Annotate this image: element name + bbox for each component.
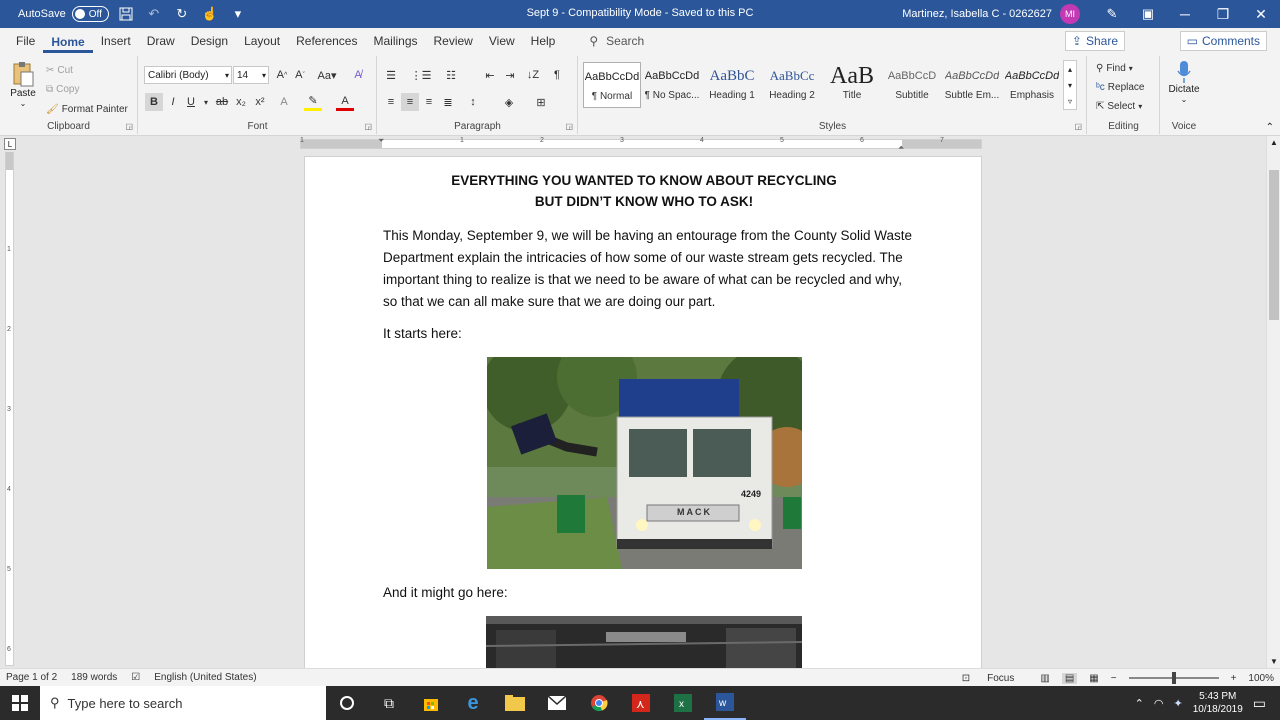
vertical-scrollbar[interactable] <box>1266 136 1280 668</box>
ruler-number: 3 <box>7 406 11 413</box>
decrease-indent-icon[interactable]: ⇤ <box>485 69 495 82</box>
bold-icon[interactable]: B <box>145 93 163 111</box>
grow-font-icon[interactable]: A ^ <box>276 69 288 81</box>
wifi-icon[interactable]: ◠ <box>1153 697 1164 710</box>
document-page[interactable] <box>304 156 982 668</box>
tab-view[interactable]: View <box>488 34 515 48</box>
style-subtitle[interactable] <box>883 62 941 108</box>
format-painter-label: Format Painter <box>61 103 128 115</box>
share-button[interactable] <box>1065 31 1125 51</box>
style-name: ¶ Normal <box>591 91 633 102</box>
style-normal[interactable] <box>583 62 641 108</box>
collapse-ribbon-icon[interactable]: ⌃ <box>1265 122 1274 133</box>
ruler-number: 4 <box>7 486 11 493</box>
copy-label: Copy <box>56 83 80 95</box>
style-title[interactable] <box>823 62 881 108</box>
ruler-number: 7 <box>940 137 944 144</box>
tab-mailings[interactable]: Mailings <box>373 34 418 48</box>
scroll-down-icon[interactable]: ▼ <box>1270 657 1278 666</box>
font-group-label: Font <box>247 121 268 132</box>
voice-group-label: Voice <box>1171 121 1197 132</box>
cut-label: Cut <box>57 64 73 76</box>
minimize-button[interactable]: ─ <box>1180 6 1190 22</box>
ruler-number: 4 <box>700 137 704 144</box>
taskbar-search-placeholder: Type here to search <box>67 695 183 711</box>
dictate-button[interactable] <box>1163 60 1205 104</box>
ruler-number: 5 <box>780 137 784 144</box>
increase-indent-icon[interactable]: ⇥ <box>505 69 515 82</box>
ribbon <box>0 54 1280 136</box>
status-bar <box>0 668 1280 686</box>
store-icon[interactable] <box>410 686 452 720</box>
web-layout-icon[interactable]: ▦ <box>1089 672 1099 684</box>
select-button[interactable] <box>1096 96 1142 116</box>
touch-mode-icon[interactable]: ☝ <box>201 6 218 21</box>
editing-group <box>1088 56 1160 134</box>
dictate-label: Dictate <box>1168 84 1200 95</box>
style-preview: AaBbCcDd <box>584 71 640 83</box>
tab-file[interactable]: File <box>16 34 36 48</box>
zoom-out-icon[interactable]: − <box>1110 672 1117 684</box>
paragraph-group-label: Paragraph <box>454 121 501 132</box>
system-tray <box>1135 686 1280 720</box>
cortana-icon[interactable] <box>326 686 368 720</box>
ruler-number: 2 <box>540 137 544 144</box>
svg-text:⋏: ⋏ <box>636 697 645 711</box>
vertical-ruler[interactable] <box>2 152 16 666</box>
chevron-up-icon[interactable]: ▴ <box>1067 64 1072 74</box>
style-preview: AaBbCcDd <box>644 70 700 82</box>
autosave-label: AutoSave <box>18 8 66 20</box>
windows-start-icon[interactable] <box>0 686 40 720</box>
ruler-number: 6 <box>860 137 864 144</box>
ruler-number: 3 <box>620 137 624 144</box>
tab-help[interactable]: Help <box>530 34 556 48</box>
tab-selector-icon[interactable]: L <box>4 138 16 150</box>
replace-button[interactable] <box>1096 77 1144 97</box>
search-icon: ⚲ <box>1096 62 1104 74</box>
cut-button[interactable] <box>46 60 73 80</box>
styles-group-label: Styles <box>818 121 847 132</box>
redo-icon[interactable]: ↻ <box>176 6 188 21</box>
document-title: Sept 9 - Compatibility Mode - Saved to this PC <box>526 7 754 19</box>
svg-text:w: w <box>719 698 727 709</box>
show-hidden-icons-icon[interactable]: ⌃ <box>1134 697 1144 710</box>
windows-taskbar <box>0 686 1280 720</box>
undo-icon[interactable]: ↶ <box>148 6 160 21</box>
style-name: Heading 1 <box>709 90 755 101</box>
ruler-number: 5 <box>7 566 11 573</box>
search-icon: ⚲ <box>589 34 599 48</box>
style-emphasis[interactable] <box>1003 62 1061 108</box>
chevron-down-icon: ▾ <box>1128 63 1133 73</box>
body-paragraph-1[interactable]: This Monday, September 9, we will be having an entourage from the County Solid Waste Department explain the intricacies of how some of our waste stream gets recycled. The important thing to realize is that we need to be aware of what can be recycled and why, so that we can all make sure that we are doing our part. <box>383 228 913 309</box>
notifications-icon[interactable]: ▭ <box>1252 694 1266 711</box>
clipboard-group-label: Clipboard <box>47 121 90 132</box>
paragraph-launcher-icon[interactable]: ◲ <box>565 122 573 131</box>
paragraph-group <box>378 56 578 134</box>
font-size-combo[interactable] <box>233 66 269 84</box>
scissors-icon: ✂ <box>46 64 55 76</box>
comment-icon: ▭ <box>1186 34 1198 48</box>
line-spacing-icon[interactable]: ↕ <box>470 96 476 108</box>
customize-qat-icon[interactable]: ▾ <box>234 6 242 21</box>
word-icon[interactable] <box>704 686 746 720</box>
clipboard-group <box>0 56 138 134</box>
highlight-icon[interactable]: ✎ <box>304 93 322 111</box>
vruler-top-margin <box>6 152 13 170</box>
share-icon: ⇪ <box>1071 34 1082 48</box>
document-canvas[interactable] <box>16 152 1266 668</box>
autosave-state: Off <box>88 8 102 20</box>
styles-launcher-icon[interactable]: ◲ <box>1074 122 1082 131</box>
dropbox-icon[interactable]: ✦ <box>1173 697 1183 710</box>
multilevel-list-icon[interactable]: ☷ <box>446 69 456 82</box>
justify-icon[interactable]: ≣ <box>443 96 453 109</box>
scroll-up-icon[interactable]: ▲ <box>1270 138 1278 147</box>
file-explorer-icon[interactable] <box>494 686 536 720</box>
language[interactable]: English (United States) <box>154 672 257 683</box>
user-name[interactable]: Martinez, Isabella C - 0262627 <box>902 8 1052 20</box>
zoom-slider-thumb[interactable] <box>1172 672 1176 684</box>
chevron-down-icon: ▾ <box>1138 101 1143 111</box>
word-count[interactable]: 189 words <box>71 672 118 683</box>
style-preview: AaBbCcDd <box>1004 70 1060 82</box>
heading-line-2[interactable]: BUT DIDN’T KNOW WHO TO ASK! <box>534 194 754 209</box>
bullets-icon[interactable]: ☰ <box>386 69 396 82</box>
find-label: Find <box>1106 62 1126 74</box>
strikethrough-icon[interactable]: ab <box>215 96 229 108</box>
ribbon-display-icon[interactable]: ▣ <box>1141 6 1155 21</box>
font-group <box>139 56 377 134</box>
clipboard-launcher-icon[interactable]: ◲ <box>125 122 133 131</box>
style-heading-2[interactable] <box>763 62 821 108</box>
horizontal-ruler[interactable] <box>0 136 1280 152</box>
heading-line-1[interactable]: EVERYTHING YOU WANTED TO KNOW ABOUT RECYCLING <box>451 173 837 188</box>
ruler-number: 1 <box>300 137 304 144</box>
replace-icon: ᵇc <box>1096 81 1105 93</box>
sort-icon[interactable]: ↓Z <box>526 69 540 81</box>
style-preview: AaBbCcD <box>887 70 937 82</box>
taskbar-search-box[interactable] <box>40 686 326 720</box>
focus-mode-button[interactable] <box>962 673 1029 684</box>
clock[interactable] <box>1193 690 1243 716</box>
clock-date: 10/18/2019 <box>1192 704 1243 715</box>
truck-number: 4249 <box>741 489 762 499</box>
chevron-down-icon[interactable]: ▾ <box>1067 80 1072 90</box>
style-subtle-emphasis[interactable] <box>943 62 1001 108</box>
tab-references[interactable]: References <box>296 34 358 48</box>
style-preview: AaBbCc <box>769 68 815 83</box>
share-label: Share <box>1085 34 1118 48</box>
paste-label: Paste <box>10 88 36 99</box>
microphone-icon <box>1176 60 1192 84</box>
ribbon-tabs <box>0 28 1280 54</box>
style-name: Subtle Em... <box>944 90 1000 101</box>
font-color-icon[interactable]: A <box>336 93 354 111</box>
copy-icon: ⧉ <box>46 83 54 95</box>
comments-button[interactable] <box>1180 31 1267 51</box>
select-label: Select <box>1107 100 1136 112</box>
styles-group <box>579 56 1087 134</box>
text-effects-icon[interactable]: A <box>280 96 288 108</box>
underline-dropdown-icon[interactable]: ▾ <box>203 97 208 107</box>
mail-icon[interactable] <box>536 686 578 720</box>
tab-home[interactable]: Home <box>43 29 92 53</box>
more-icon[interactable]: ▿ <box>1067 96 1072 106</box>
style-preview: AaBbCcDd <box>944 70 1000 82</box>
font-size-value: 14 <box>237 69 249 81</box>
style-name: Title <box>842 90 862 101</box>
chevron-down-icon: ▾ <box>224 70 229 80</box>
editing-group-label: Editing <box>1108 121 1139 132</box>
restore-button[interactable]: ❐ <box>1216 5 1230 22</box>
page-count[interactable]: Page 1 of 2 <box>6 672 58 683</box>
paste-dropdown-icon[interactable]: ⌄ <box>19 99 27 108</box>
ruler-bar <box>300 139 982 149</box>
format-painter-button[interactable] <box>46 99 128 119</box>
edge-icon[interactable]: e <box>467 691 479 714</box>
read-mode-icon[interactable]: ▥ <box>1040 672 1050 684</box>
print-layout-icon[interactable]: ▤ <box>1062 673 1077 684</box>
truck-illustration <box>487 357 802 569</box>
styles-gallery-scroll[interactable] <box>1063 60 1077 110</box>
clock-time: 5:43 PM <box>1199 691 1237 702</box>
ruler-number: 1 <box>7 246 11 253</box>
voice-group <box>1161 56 1207 134</box>
svg-text:x: x <box>679 699 684 710</box>
change-case-icon[interactable]: Aa▾ <box>317 69 337 82</box>
indent-marker-icon[interactable]: ⏷ <box>378 136 385 145</box>
align-left-icon[interactable]: ≡ <box>387 96 395 108</box>
superscript-icon[interactable]: x² <box>255 96 265 108</box>
recycling-facility-photo[interactable] <box>486 616 802 668</box>
numbering-icon[interactable]: ⋮☰ <box>410 69 432 82</box>
tab-draw[interactable]: Draw <box>146 34 175 48</box>
scrollbar-thumb[interactable] <box>1269 170 1279 320</box>
tab-review[interactable]: Review <box>433 34 473 48</box>
title-bar <box>0 0 1280 28</box>
style-no-spacing[interactable] <box>643 62 701 108</box>
ruler-number: 6 <box>7 646 11 653</box>
find-button[interactable] <box>1096 58 1133 78</box>
toggle-knob-icon <box>75 9 85 19</box>
comments-label: Comments <box>1201 34 1260 48</box>
cursor-icon: ⇱ <box>1096 100 1105 112</box>
truck-brand: MACK <box>677 507 712 517</box>
style-preview: AaB <box>830 62 874 89</box>
proofing-icon[interactable]: ☑ <box>131 672 141 683</box>
shrink-font-icon[interactable]: A ˇ <box>295 69 305 81</box>
search-label: Search <box>606 34 645 48</box>
zoom-slider[interactable] <box>1129 677 1219 679</box>
acrobat-icon[interactable] <box>620 686 662 720</box>
user-avatar[interactable]: MI <box>1060 4 1080 24</box>
focus-icon: ⊡ <box>961 672 971 684</box>
underline-icon[interactable]: U <box>187 96 195 108</box>
autosave-toggle[interactable] <box>72 6 109 22</box>
search-icon: ⚲ <box>50 695 60 710</box>
body-paragraph-2[interactable]: It starts here: <box>383 326 462 341</box>
brush-icon: 🖌 <box>46 103 59 115</box>
clear-formatting-icon[interactable]: A̸ <box>354 69 362 81</box>
tab-layout[interactable]: Layout <box>244 34 281 48</box>
style-name: Heading 2 <box>769 90 815 101</box>
facility-illustration <box>486 616 802 668</box>
copy-button[interactable] <box>46 79 80 99</box>
task-view-icon[interactable]: ⧉ <box>384 694 394 711</box>
pen-icon[interactable]: ✎ <box>1106 6 1118 21</box>
style-heading-1[interactable] <box>703 62 761 108</box>
shading-icon[interactable]: ◈ <box>504 96 514 109</box>
paste-button[interactable] <box>6 60 40 116</box>
body-paragraph-3[interactable]: And it might go here: <box>383 585 508 600</box>
paste-icon <box>11 60 35 88</box>
tell-me-search[interactable] <box>589 34 644 48</box>
tab-insert[interactable]: Insert <box>100 34 131 48</box>
close-button[interactable]: ✕ <box>1255 5 1267 22</box>
align-center-icon[interactable]: ≡ <box>401 93 419 111</box>
replace-label: Replace <box>1107 81 1145 93</box>
align-right-icon[interactable]: ≡ <box>425 96 433 108</box>
borders-icon[interactable]: ⊞ <box>536 96 546 109</box>
chevron-down-icon: ▾ <box>261 70 266 80</box>
excel-icon[interactable] <box>662 686 704 720</box>
right-indent-marker-icon[interactable]: ⏶ <box>898 143 905 152</box>
style-name: Subtitle <box>895 90 929 101</box>
zoom-level[interactable]: 100% <box>1248 672 1274 684</box>
font-name-combo[interactable] <box>144 66 232 84</box>
garbage-truck-photo[interactable] <box>487 357 802 569</box>
save-icon[interactable] <box>115 3 137 25</box>
style-name: ¶ No Spac... <box>644 90 700 101</box>
chevron-down-icon: ⌄ <box>1180 95 1188 104</box>
ruler-number: 2 <box>7 326 11 333</box>
style-preview: AaBbC <box>709 67 755 84</box>
ruler-left-margin <box>301 140 382 148</box>
pilcrow-icon[interactable]: ¶ <box>554 69 560 81</box>
focus-label: Focus <box>987 672 1015 684</box>
zoom-in-icon[interactable]: + <box>1230 672 1237 684</box>
italic-icon[interactable]: I <box>171 96 175 108</box>
chrome-icon[interactable] <box>578 686 620 720</box>
subscript-icon[interactable]: x₂ <box>236 96 246 108</box>
tab-design[interactable]: Design <box>190 34 229 48</box>
ruler-number: 1 <box>460 137 464 144</box>
font-name-value: Calibri (Body) <box>148 69 209 81</box>
font-launcher-icon[interactable]: ◲ <box>364 122 372 131</box>
style-name: Emphasis <box>1010 90 1054 101</box>
